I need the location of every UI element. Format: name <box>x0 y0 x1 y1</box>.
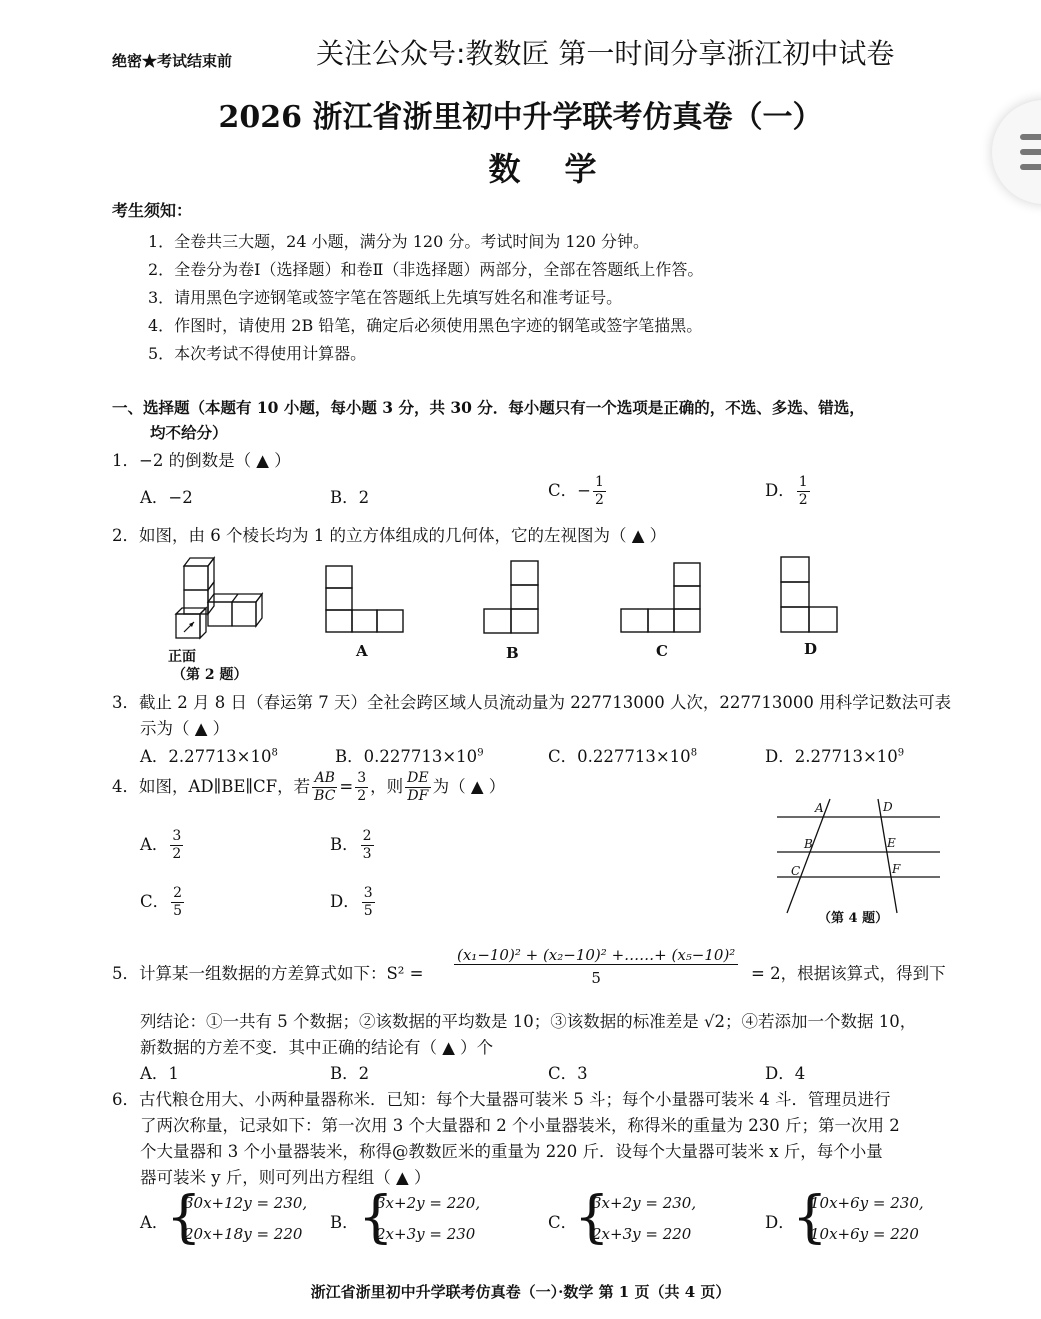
q6-option-c-brace: { <box>574 1185 610 1250</box>
q6-option-a-eq1: 30x+12y = 230, <box>184 1194 308 1212</box>
q6-option-d-brace: { <box>792 1185 828 1250</box>
q6-option-c-eq2: 2x+3y = 220 <box>592 1225 692 1243</box>
q4-point-a: A <box>815 801 824 815</box>
q6-option-b-eq2: 2x+3y = 230 <box>376 1225 476 1243</box>
q4-point-c: C <box>791 864 801 878</box>
q2-option-c-figure <box>620 562 702 634</box>
q6-option-b-brace: { <box>358 1185 394 1250</box>
instruction-item: 4．作图时，请使用 2B 铅笔，确定后必须使用黑色字迹的钢笔或签字笔描黑。 <box>148 316 703 335</box>
q4-option-d: D． $\frac{3}{5}$ <box>330 885 373 919</box>
q4-stem: 4．如图，AD∥BE∥CF，若 $\frac{AB}{BC}$ = $\frac{3}{2}$ ，则 $\frac{DE}{DF}$ 为（ ▲ ） <box>112 770 506 804</box>
menu-icon <box>1020 134 1041 140</box>
q4-point-e: E <box>887 836 896 850</box>
q2-option-b-figure <box>483 560 543 635</box>
q5-line2: 列结论：①一共有 5 个数据；②该数据的平均数是 10；③该数据的标准差是 √2；④若添加一个数据 10， <box>140 1012 917 1031</box>
section-heading: 一、选择题（本题有 10 小题，每小题 3 分，共 30 分．每小题只有一个选项是正确的，不选、多选、错选， <box>112 398 865 417</box>
q5-option-b: B．2 <box>330 1064 370 1083</box>
q3-option-c: C．$0.227713\times 10^8$ <box>548 747 698 766</box>
instruction-item: 2．全卷分为卷Ⅰ（选择题）和卷Ⅱ（非选择题）两部分，全部在答题纸上作答。 <box>148 260 704 279</box>
q3-option-d: D．$2.27713\times 10^9$ <box>765 747 905 766</box>
q2-option-d-label: D <box>804 640 818 658</box>
q4-point-b: B <box>804 837 813 851</box>
q6-option-d-eq2: 10x+6y = 220 <box>810 1225 919 1243</box>
q1-option-a: A．−2 <box>140 488 193 507</box>
section-heading-cont: 均不给分） <box>150 423 228 442</box>
q5-formula: (x₁−10)² + (x₂−10)² +……+ (x₅−10)² 5 <box>454 946 738 987</box>
q1-option-b: B．2 <box>330 488 370 507</box>
subject-title: 数学 <box>488 150 641 188</box>
q4-parallel-lines-figure <box>775 795 945 915</box>
instruction-item: 3．请用黑色字迹钢笔或签字笔在答题纸上先填写姓名和准考证号。 <box>148 288 623 307</box>
q2-option-d-figure <box>780 556 840 634</box>
q6-line2: 了两次称量，记录如下：第一次用 3 个大量器和 2 个小量器装米，称得米的重量为 230 斤；第一次用 2 <box>140 1116 900 1135</box>
q4-caption: （第 4 题） <box>818 911 889 926</box>
page-footer: 浙江省浙里初中升学联考仿真卷（一）·数学 第 1 页（共 4 页） <box>310 1283 731 1301</box>
q3-stem-line1: 3．截止 2 月 8 日（春运第 7 天）全社会跨区域人员流动量为 227713000 人次，227713000 用科学记数法可表 <box>112 693 952 712</box>
instructions-heading: 考生须知： <box>112 201 193 220</box>
q6-option-b-label: B． <box>330 1213 359 1232</box>
q1-stem: 1．−2 的倒数是（ ▲ ） <box>112 451 291 470</box>
q6-option-d-eq1: 10x+6y = 230, <box>810 1194 924 1212</box>
q4-option-b: B． $\frac{2}{3}$ <box>330 828 372 862</box>
exam-title: 2026 浙江省浙里初中升学联考仿真卷（一） <box>218 100 823 135</box>
q6-option-c-eq1: 3x+2y = 230, <box>592 1194 697 1212</box>
q6-option-b-eq1: 3x+2y = 220, <box>376 1194 481 1212</box>
q2-solid-figure <box>170 552 270 642</box>
q2-option-a-label: A <box>356 642 368 660</box>
q6-line1: 6．古代粮仓用大、小两种量器称米．已知：每个大量器可装米 5 斗；每个小量器可装米 4 斗．管理员进行 <box>112 1090 891 1109</box>
q2-option-c-label: C <box>656 642 668 660</box>
q1-option-c: C．− $\frac{1}{2}$ <box>548 474 604 508</box>
q4-point-f: F <box>892 862 901 876</box>
q2-option-b-label: B <box>506 644 519 662</box>
q6-option-a-brace: { <box>166 1185 202 1250</box>
q1-option-d: D． $\frac{1}{2}$ <box>765 474 808 508</box>
q2-front-label: 正面 <box>168 649 196 665</box>
q6-line4: 器可装米 y 斤，则可列出方程组（ ▲ ） <box>140 1168 431 1187</box>
instruction-item: 5．本次考试不得使用计算器。 <box>148 344 367 363</box>
q2-stem: 2．如图，由 6 个棱长均为 1 的立方体组成的几何体，它的左视图为（ ▲ ） <box>112 526 667 545</box>
q5-option-c: C．3 <box>548 1064 588 1083</box>
q2-caption: （第 2 题） <box>172 667 248 683</box>
q4-option-c: C． $\frac{2}{5}$ <box>140 885 183 919</box>
q5-option-d: D．4 <box>765 1064 806 1083</box>
q5-stem-post: = 2，根据该算式，得到下 <box>751 964 946 983</box>
q3-stem-line2: 示为（ ▲ ） <box>140 719 230 738</box>
instruction-item: 1．全卷共三大题，24 小题，满分为 120 分。考试时间为 120 分钟。 <box>148 232 650 251</box>
q3-option-a: A．$2.27713\times 10^8$ <box>140 747 278 766</box>
q5-option-a: A．1 <box>140 1064 179 1083</box>
wechat-notice: 关注公众号:教数匠 第一时间分享浙江初中试卷 <box>316 37 895 70</box>
confidential-mark: 绝密★考试结束前 <box>112 52 233 70</box>
q6-option-d-label: D． <box>765 1213 795 1232</box>
q6-option-a-label: A． <box>140 1213 169 1232</box>
q4-option-a: A． $\frac{3}{2}$ <box>140 828 182 862</box>
q6-option-c-label: C． <box>548 1213 578 1232</box>
q6-line3: 个大量器和 3 个小量器装米，称得@教数匠米的重量为 220 斤．设每个大量器可装米 x 斤，每个小量 <box>140 1142 883 1161</box>
q5-line3: 新数据的方差不变．其中正确的结论有（ ▲ ）个 <box>140 1038 494 1057</box>
q3-option-b: B．$0.227713\times 10^9$ <box>335 747 484 766</box>
q2-option-a-figure <box>325 565 405 635</box>
q5-stem-pre: 5．计算某一组数据的方差算式如下：S² = <box>112 964 424 983</box>
q6-option-a-eq2: 20x+18y = 220 <box>184 1225 303 1243</box>
q4-point-d: D <box>883 800 893 814</box>
